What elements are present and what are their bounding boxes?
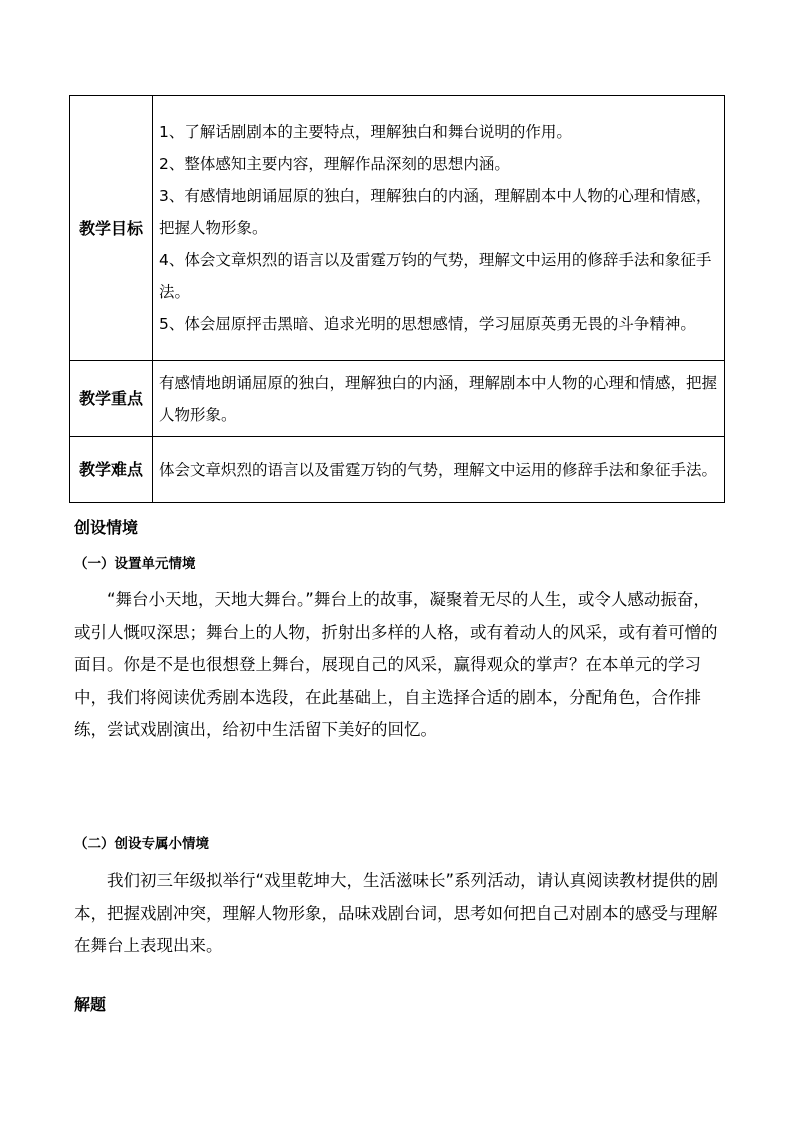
label-difficulties — [70, 437, 153, 503]
table-row-objectives — [70, 96, 725, 361]
key-point-item: 有感情地朗诵屈原的独白，理解独白的内涵，理解剧本中人物的心理和情感，把握人物形象。 — [159, 373, 718, 424]
label-objectives-text: 教学目标 — [78, 218, 143, 238]
difficulty-item: 体会文章炽烈的语言以及雷霆万钧的气势，理解文中运用的修辞手法和象征手法。 — [159, 460, 718, 479]
section-title-create-situation: 创设情境 — [74, 518, 139, 537]
table-row-key-points — [70, 361, 725, 437]
paragraph-unit-situation: “舞台小天地，天地大舞台。”舞台上的故事，凝聚着无尽的人生，或令人感动振奋，或引人慨叹深思；舞台上的人物，折射出多样的人格，或有着动人的风采，或有着可憎的面目。你是不是也很想登上舞台，展现自己的风采，赢得观众的掌声？在本单元的学习中，我们将阅读优秀剧本选段，在此基础上，自主选择合适的剧本，分配角色，合作排练，尝试戏剧演出，给初中生活留下美好的回忆。 — [74, 590, 718, 740]
objective-item: 1、了解话剧剧本的主要特点，理解独白和舞台说明的作用。 — [159, 123, 572, 141]
subsection-title-special-situation: （二）创设专属小情境 — [74, 836, 209, 852]
objective-item: 3、有感情地朗诵屈原的独白，理解独白的内涵，理解剧本中人物的心理和情感，把握人物形象。 — [159, 187, 712, 237]
difficulties-content — [153, 437, 725, 503]
table-row-difficulties — [70, 437, 725, 503]
objective-item: 4、体会文章炽烈的语言以及雷霆万钧的气势，理解文中运用的修辞手法和象征手法。 — [159, 251, 712, 301]
section-title-explain: 解题 — [74, 995, 107, 1014]
subsection-title-unit-situation: （一）设置单元情境 — [74, 556, 196, 572]
label-objectives — [70, 96, 153, 361]
objective-item: 5、体会屈原抨击黑暗、追求光明的思想感情，学习屈原英勇无畏的斗争精神。 — [159, 315, 696, 333]
label-difficulties-text: 教学难点 — [78, 460, 143, 479]
label-key-points — [70, 361, 153, 437]
objectives-content — [153, 96, 725, 361]
objective-item: 2、整体感知主要内容，理解作品深刻的思想内涵。 — [159, 155, 510, 173]
paragraph-special-situation: 我们初三年级拟举行“戏里乾坤大，生活滋味长”系列活动，请认真阅读教材提供的剧本，把握戏剧冲突，理解人物形象，品味戏剧台词，思考如何把自己对剧本的感受与理解在舞台上表现出来。 — [74, 871, 719, 956]
label-key-points-text: 教学重点 — [78, 389, 143, 408]
key-points-content — [153, 361, 725, 437]
teaching-objectives-table — [69, 95, 725, 503]
